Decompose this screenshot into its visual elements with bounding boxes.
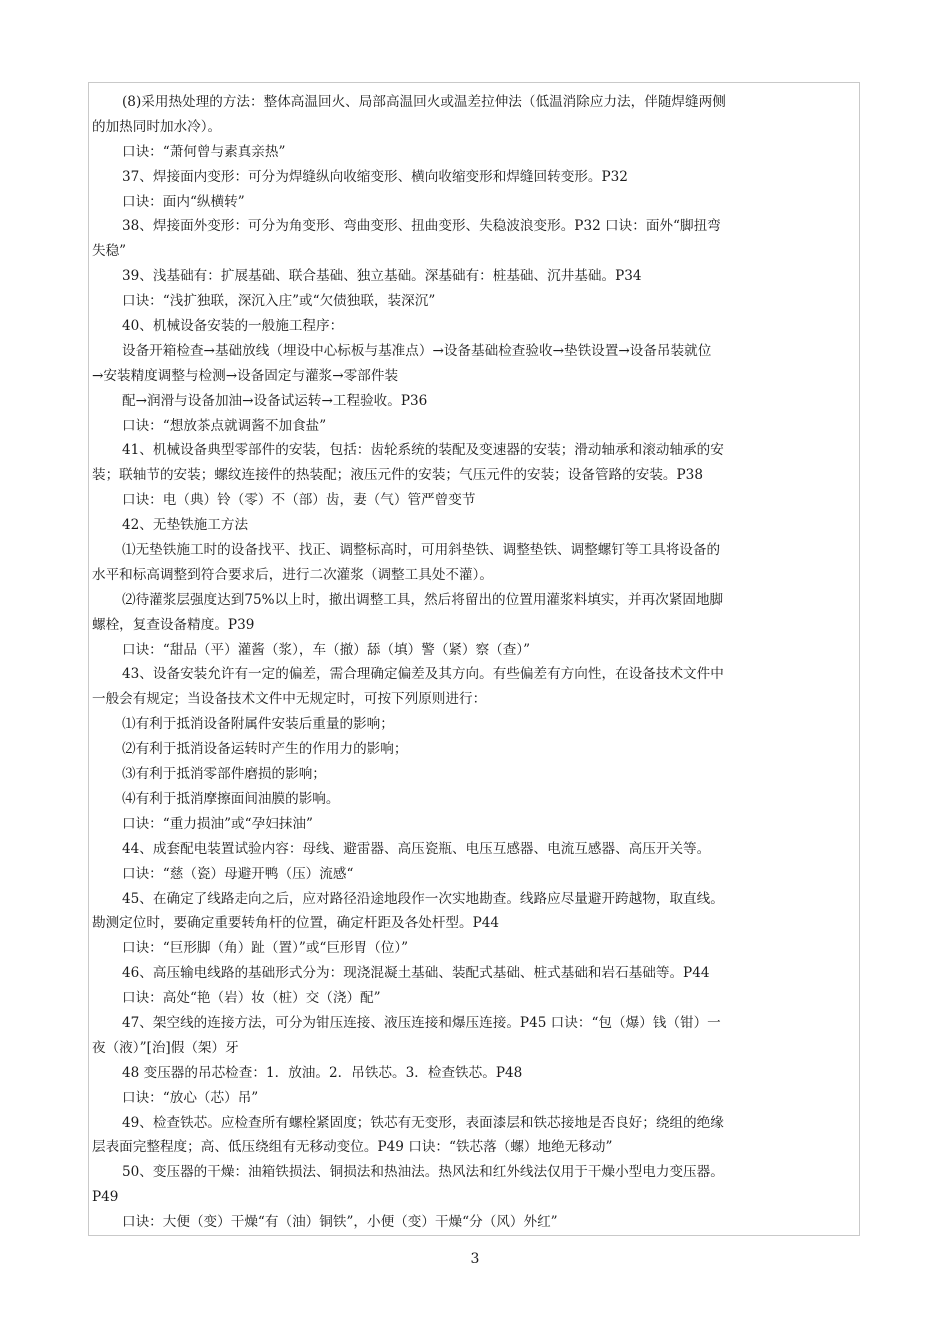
text-line: 口诀：“巨形脚（角）趾（置）”或“巨形胃（位）” [122, 940, 409, 957]
text-line: ⑵待灌浆层强度达到75%以上时，撤出调整工具，然后将留出的位置用灌浆料填实，并再次紧固地脚 [122, 591, 724, 608]
text-line: 设备开箱检查→基础放线（埋设中心标板与基准点）→设备基础检查验收→垫铁设置→设备吊装就位 [122, 342, 712, 359]
text-line: 40、机械设备安装的一般施工程序： [122, 318, 344, 335]
text-line: ⑴无垫铁施工时的设备找平、找正、调整标高时，可用斜垫铁、调整垫铁、调整螺钉等工具将设备的 [122, 542, 721, 559]
text-line: 44、成套配电装置试验内容：母线、避雷器、高压瓷瓶、电压互感器、电流互感器、高压开关等。 [122, 840, 711, 857]
text-line: 层表面完整程度；高、低压绕组有无移动变位。P49 口诀：“铁芯落（螺）地绝无移动” [92, 1139, 613, 1156]
text-line: P49 [92, 1189, 119, 1206]
document-frame [88, 82, 860, 1236]
text-line: 口诀：大便（变）干燥“有（油）铜铁”，小便（变）干燥“分（风）外红” [122, 1214, 558, 1231]
text-line: ⑴有利于抵消设备附属件安装后重量的影响； [122, 716, 394, 733]
text-line: 48 变压器的吊芯检查：1．放油。2．吊铁芯。3．检查铁芯。P48 [122, 1064, 523, 1081]
text-line: 47、架空线的连接方法，可分为钳压连接、液压连接和爆压连接。P45 口诀：“包（爆）钱（钳）一 [122, 1014, 721, 1031]
text-line: 口诀：“慈（瓷）母避开鸭（压）流感“ [122, 865, 354, 882]
text-line: 46、高压输电线路的基础形式分为：现浇混凝土基础、装配式基础、桩式基础和岩石基础等。P44 [122, 965, 710, 982]
text-line: 口诀：“浅扩独联，深沉入庄”或“欠债独联，装深沉” [122, 293, 436, 310]
text-line: (8)采用热处理的方法：整体高温回火、局部高温回火或温差拉伸法（低温消除应力法，伴随焊缝两侧 [122, 94, 726, 110]
text-line: 50、变压器的干燥：油箱铁损法、铜损法和热油法。热风法和红外线法仅用于干燥小型电力变压器。 [122, 1164, 724, 1181]
text-line: ⑵有利于抵消设备运转时产生的作用力的影响； [122, 741, 408, 758]
text-line: 口诀：高处“艳（岩）妆（桩）交（浇）配” [122, 990, 381, 1007]
text-line: 口诀：电（典）铃（零）不（部）齿，妻（气）管严曾变节 [122, 492, 476, 509]
text-line: 42、无垫铁施工方法 [122, 517, 249, 534]
text-line: 的加热同时加水冷）。 [92, 118, 222, 135]
text-line: ⑶有利于抵消零部件磨损的影响； [122, 766, 326, 783]
text-line: 37、焊接面内变形：可分为焊缝纵向收缩变形、横向收缩变形和焊缝回转变形。P32 [122, 168, 628, 185]
text-line: 一般会有规定；当设备技术文件中无规定时，可按下列原则进行： [92, 691, 487, 708]
text-line: 装；联轴节的安装；螺纹连接件的热装配；液压元件的安装；气压元件的安装；设备管路的安装。P38 [92, 467, 703, 484]
text-line: 螺栓，复查设备精度。P39 [92, 616, 255, 633]
text-line: 38、焊接面外变形：可分为角变形、弯曲变形、扭曲变形、失稳波浪变形。P32 口诀：面外“脚扭弯 [122, 218, 721, 235]
text-line: 口诀：“萧何曾与素真亲热” [122, 143, 286, 160]
text-line: 49、检查铁芯。应检查所有螺栓紧固度；铁芯有无变形，表面漆层和铁芯接地是否良好；绕组的绝缘 [122, 1114, 724, 1131]
text-line: 口诀：“重力损油”或“孕妇抹油” [122, 815, 313, 832]
text-line: 配→润滑与设备加油→设备试运转→工程验收。P36 [122, 392, 428, 409]
text-line: →安装精度调整与检测→设备固定与灌浆→零部件装 [92, 367, 399, 384]
text-line: 勘测定位时，要确定重要转角杆的位置，确定杆距及各处杆型。P44 [92, 915, 500, 932]
text-line: 失稳” [92, 243, 127, 260]
text-line: 水平和标高调整到符合要求后，进行二次灌浆（调整工具处不灌）。 [92, 566, 494, 583]
text-line: 口诀：“想放茶点就调酱不加食盐” [122, 417, 327, 434]
text-line: ⑷有利于抵消摩擦面间油膜的影响。 [122, 790, 340, 807]
text-line: 43、设备安装允许有一定的偏差，需合理确定偏差及其方向。有些偏差有方向性，在设备技术文件中 [122, 666, 724, 683]
page-number: 3 [470, 1251, 480, 1267]
text-line: 口诀：“甜品（平）灌酱（浆），车（撤）舔（填）警（紧）察（查）” [122, 641, 531, 658]
text-line: 39、浅基础有：扩展基础、联合基础、独立基础。深基础有：桩基础、沉井基础。P34 [122, 268, 642, 285]
text-line: 41、机械设备典型零部件的安装，包括：齿轮系统的装配及变速器的安装；滑动轴承和滚动轴承的安 [122, 442, 724, 459]
text-line: 口诀：“放心（芯）吊” [122, 1089, 259, 1106]
text-line: 口诀：面内“纵横转” [122, 193, 245, 210]
text-line: 夜（液）”[治]假（架）牙 [92, 1039, 239, 1056]
text-line: 45、在确定了线路走向之后，应对路径沿途地段作一次实地勘查。线路应尽量避开跨越物，取直线。 [122, 890, 724, 907]
